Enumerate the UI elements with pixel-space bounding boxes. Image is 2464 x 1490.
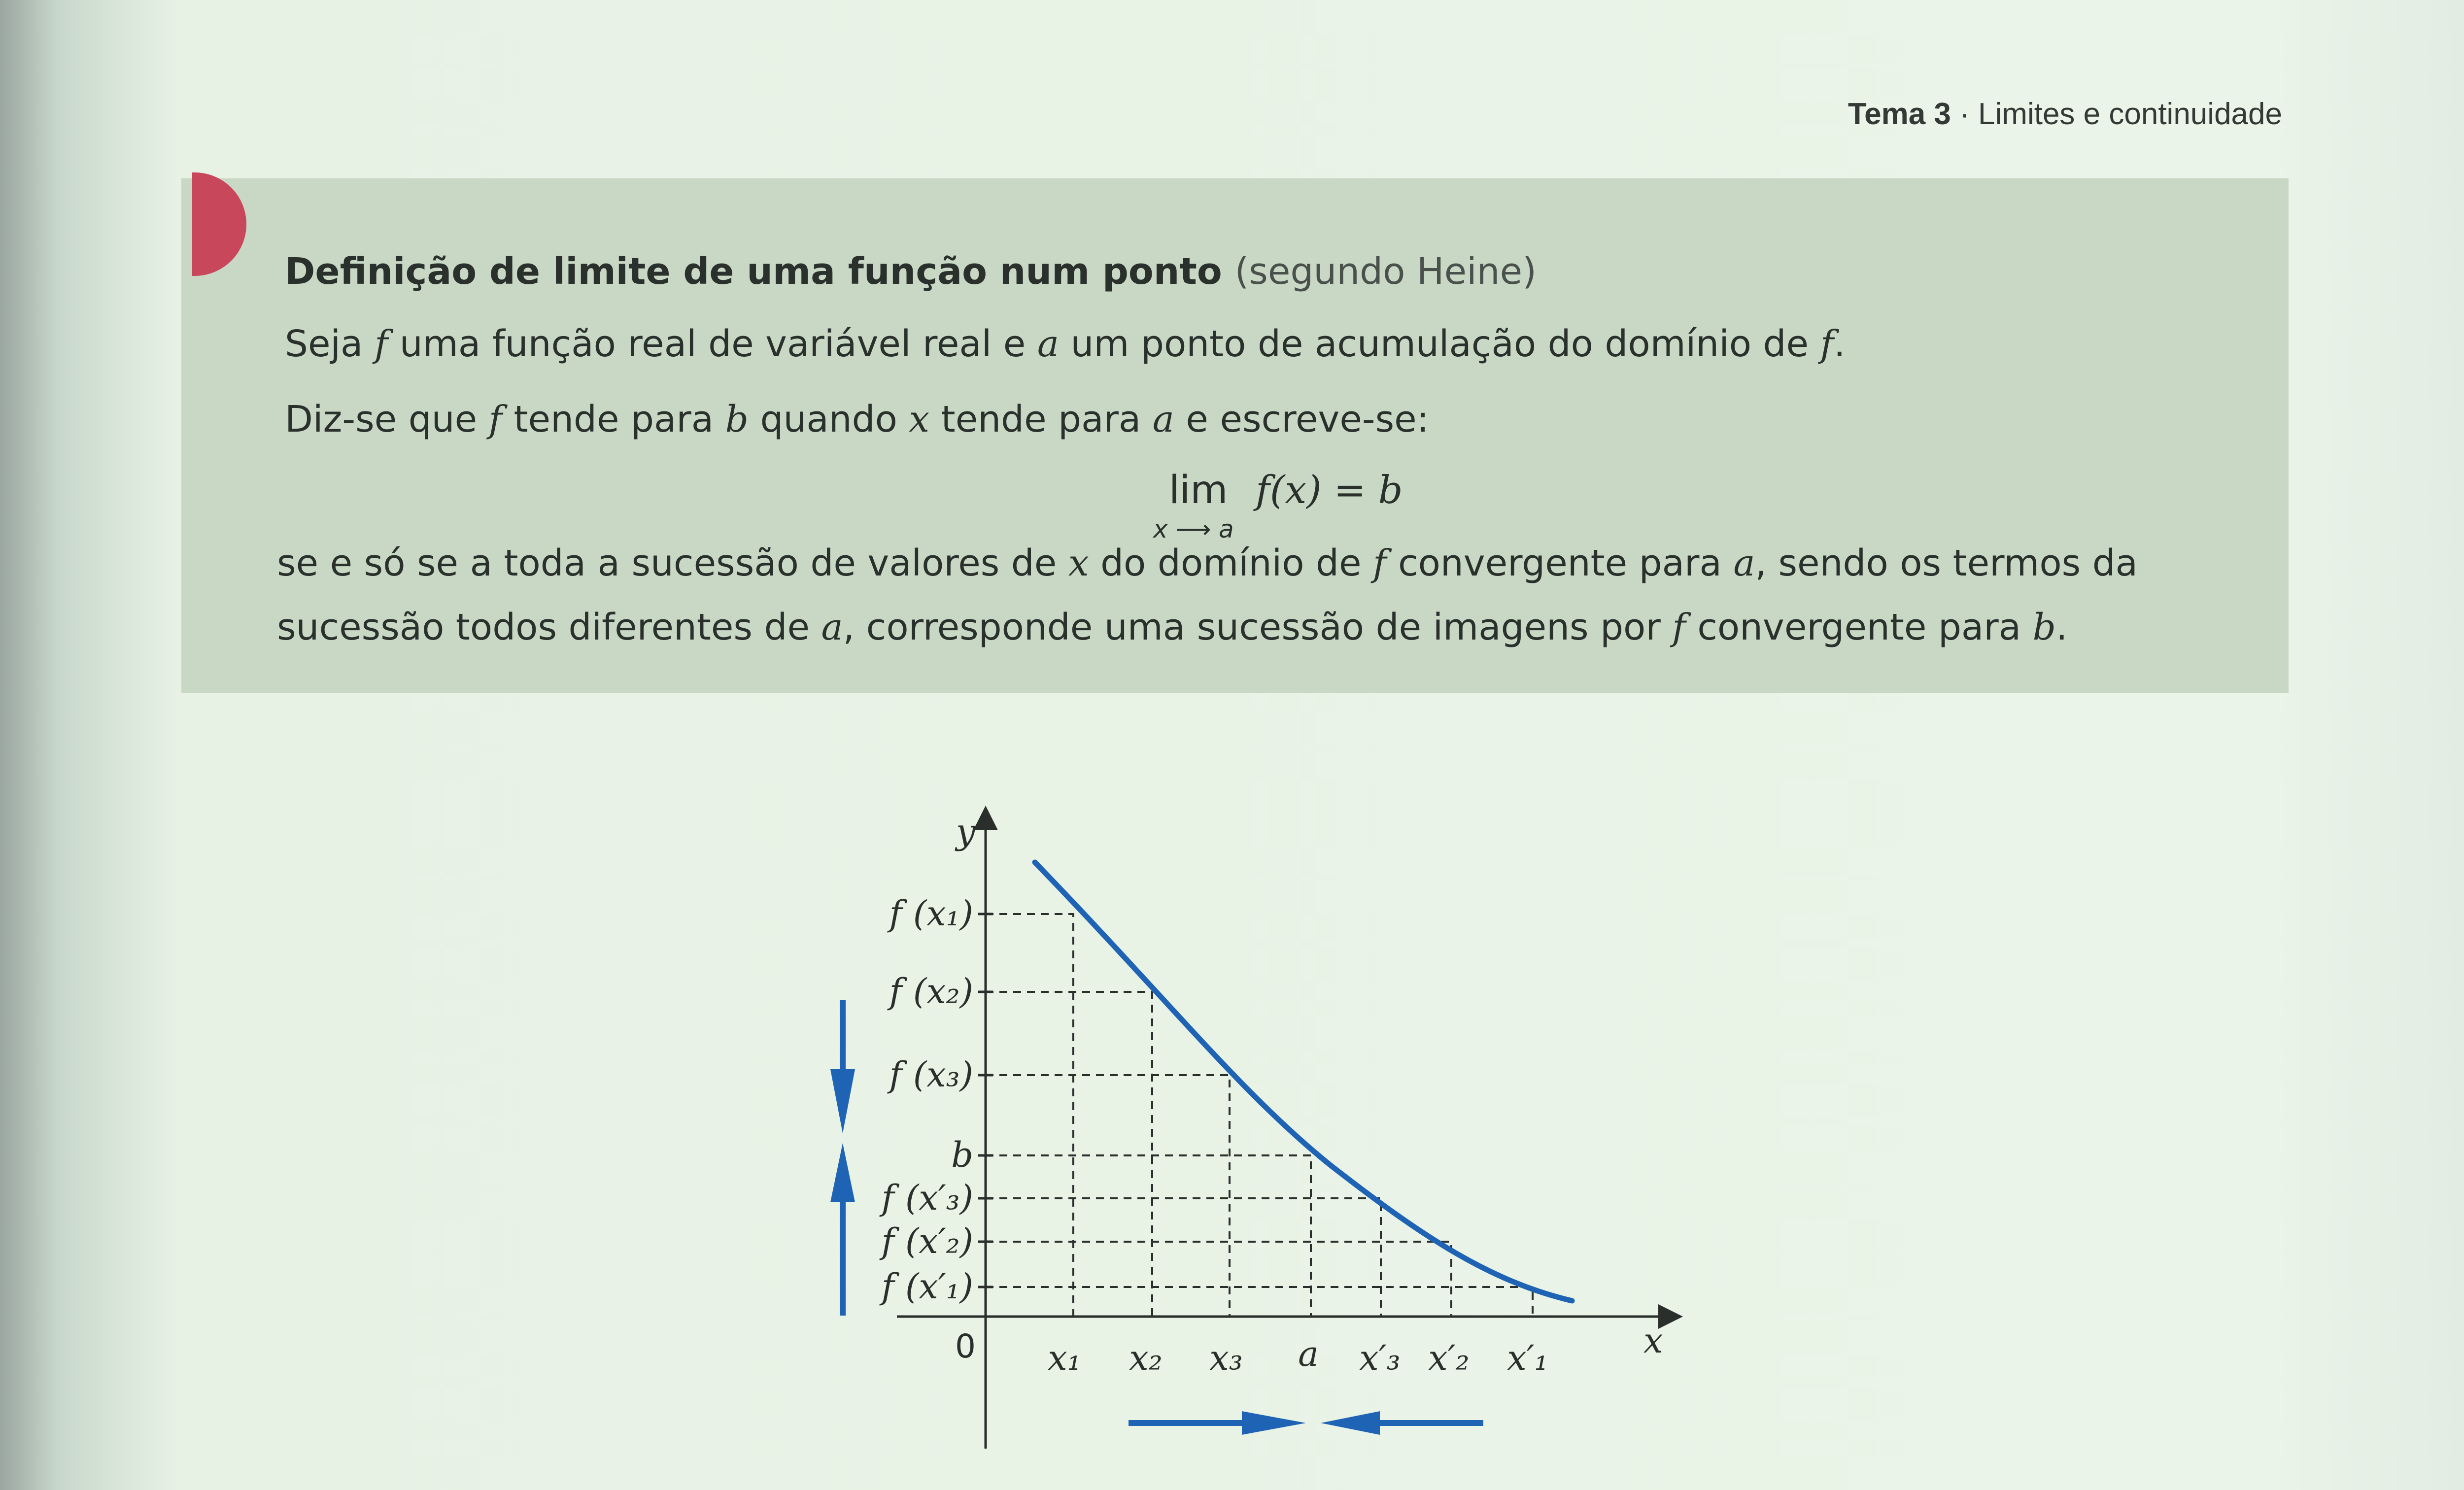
x-tick-x3: x₃ [1209,1338,1243,1378]
y-tick-fx3p: f (x′₃) [881,1178,973,1218]
definition-line-4: se e só se a toda a sucessão de valores de x do domínio de f convergente para a, sendo os termos da [277,542,2138,584]
x-tick-x2p: x′₂ [1428,1338,1470,1378]
limit-operator: lim [1169,468,1228,512]
origin-label: 0 [955,1327,976,1365]
guide-x2 [986,992,1152,1317]
definition-title-note: (segundo Heine) [1234,250,1537,293]
down-arrow-head [830,1069,855,1133]
guide-x3 [986,1075,1230,1317]
y-tick-fx2p: f (x′₂) [881,1221,973,1261]
x-convergence-arrows [1129,1411,1483,1435]
guide-x1 [986,914,1073,1317]
x-tick-x3p: x′₃ [1359,1338,1401,1378]
header-separator: · [1959,97,1970,131]
guide-lines [986,914,1533,1317]
function-curve [1035,862,1572,1301]
y-tick-b: b [951,1135,973,1175]
x-tick-x2: x₂ [1129,1338,1163,1378]
x-tick-x1: x₁ [1048,1338,1081,1378]
guide-x3p [986,1198,1381,1317]
limit-subscript: x ⟶ a [1153,515,1234,543]
definition-line-1: Seja f uma função real de variável real e a um ponto de acumulação do domínio de f. [285,323,1846,365]
y-tick-fx2: f (x₂) [889,971,973,1012]
limit-expression: f(x) = b [1256,468,1403,512]
guide-a [986,1155,1311,1317]
y-tick-fx1: f (x₁) [889,893,973,934]
x-axis-label: x [1643,1321,1663,1361]
x-tick-a: a [1298,1334,1319,1374]
definition-line-2: Diz-se que f tende para b quando x tende para a e escreve-se: [285,398,1429,440]
theme-title: Limites e continuidade [1978,97,2282,131]
definition-line-5: sucessão todos diferentes de a, corresponde uma sucessão de imagens por f convergente para b. [277,606,2068,648]
theme-number: Tema 3 [1848,97,1951,131]
right-arrow-head [1242,1411,1306,1435]
y-tick-fx1p: f (x′₁) [881,1266,973,1307]
definition-title: Definição de limite de uma função num ponto (segundo Heine) [285,250,1537,293]
y-axis-label: y [956,812,976,852]
y-tick-fx3: f (x₃) [889,1054,973,1095]
y-convergence-arrows [830,1000,855,1316]
x-tick-x1p: x′₁ [1507,1338,1548,1378]
